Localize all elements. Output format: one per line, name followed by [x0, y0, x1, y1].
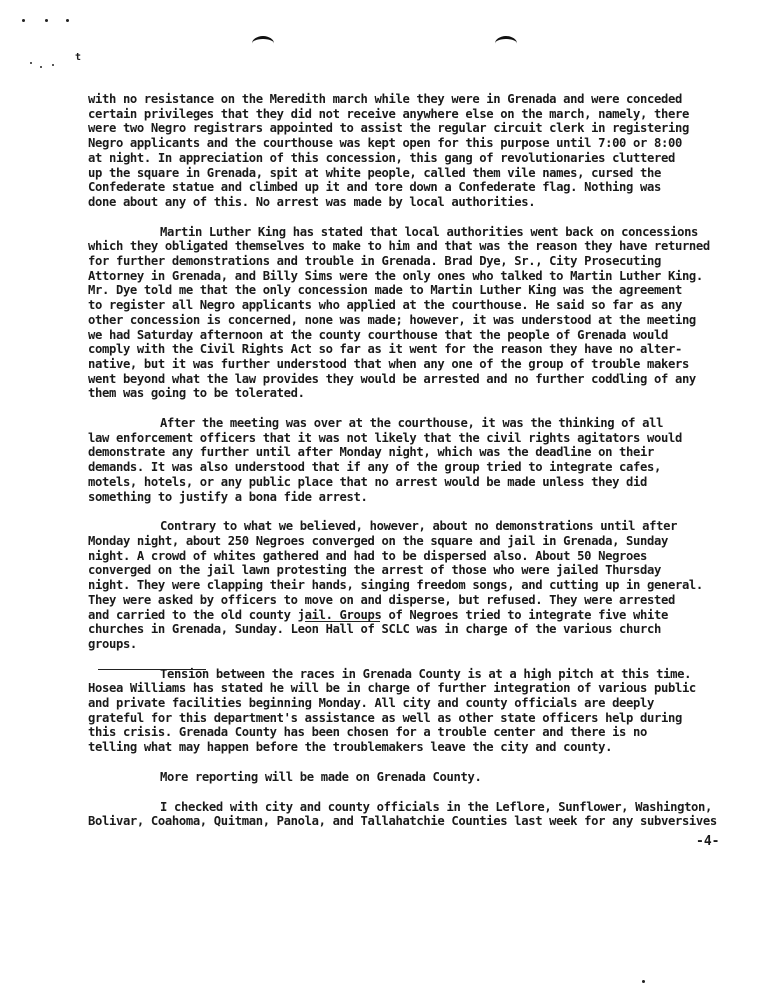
paragraph: [88, 800, 728, 829]
text-line: They were asked by officers to move on and disperse, but refused. They were arrested: [88, 592, 675, 607]
text-line: Confederate statue and climbed up it and tore down a Confederate flag. Nothing was: [88, 180, 661, 195]
paragraph: [88, 770, 728, 785]
text-line: other concession is concerned, none was made; however, it was understood at the meeting: [88, 312, 696, 327]
text-line: this crisis. Grenada County has been chosen for a trouble center and there is no: [88, 725, 648, 740]
text-line: night. A crowd of whites gathered and had to be dispersed also. About 50 Negroes: [88, 548, 648, 563]
text-line: demands. It was also understood that if any of the group tried to integrate cafes,: [88, 460, 661, 475]
scan-speck: [30, 62, 32, 64]
paragraph: [88, 92, 728, 210]
text-line: to register all Negro applicants who applied at the courthouse. He said so far as any: [88, 298, 682, 313]
text-line: which they obligated themselves to make to him and that was the reason they have returned: [88, 239, 710, 254]
paragraph: [88, 667, 728, 755]
text-line: and private facilities beginning Monday. All city and county officials are deeply: [88, 696, 654, 711]
text-line: demonstrate any further until after Monday night, which was the deadline on their: [88, 445, 654, 460]
text-line: were two Negro registrars appointed to assist the regular circuit clerk in registering: [88, 121, 689, 136]
scan-speck: [45, 19, 48, 22]
text-line: Monday night, about 250 Negroes converged on the square and jail in Grenada, Sunday: [88, 533, 668, 548]
scan-speck: [66, 19, 69, 22]
text-line: with no resistance on the Meredith march while they were in Grenada and were conceded: [88, 92, 682, 106]
text-line: telling what may happen before the troublemakers leave the city and county.: [88, 740, 613, 755]
text-line: went beyond what the law provides they would be arrested and no further coddling of any: [88, 371, 696, 386]
scan-speck: [642, 980, 645, 983]
text-line: Negro applicants and the courthouse was kept open for this purpose until 7:00 or 8:00: [88, 136, 682, 151]
punch-hole-mark: [252, 36, 274, 51]
text-line: motels, hotels, or any public place that no arrest would be made unless they did: [88, 474, 648, 489]
text-line: Mr. Dye told me that the only concession made to Martin Luther King was the agreement: [88, 283, 682, 298]
text-line: converged on the jail lawn protesting the arrest of those who were jailed Thursday: [88, 563, 661, 578]
text-line: for further demonstrations and trouble in Grenada. Brad Dye, Sr., City Prosecuting: [88, 254, 661, 269]
text-line: I checked with city and county officials in the Leflore, Sunflower, Washington,: [160, 799, 713, 814]
text-line: Martin Luther King has stated that local authorities went back on concessions: [160, 224, 699, 239]
paragraph: [88, 225, 728, 401]
page-number: -4-: [696, 834, 720, 849]
document-body: [88, 92, 728, 844]
margin-mark: t: [75, 52, 82, 63]
text-line: at night. In appreciation of this concession, this gang of revolutionaries cluttered: [88, 150, 675, 165]
text-line: we had Saturday afternoon at the county courthouse that the people of Grenada would: [88, 327, 668, 342]
text-line: law enforcement officers that it was not likely that the civil rights agitators would: [88, 430, 682, 445]
scan-speck: [40, 66, 42, 68]
text-line: Bolivar, Coahoma, Quitman, Panola, and Tallahatchie Counties last week for any subversives: [88, 814, 717, 829]
text-line: something to justify a bona fide arrest.: [88, 489, 368, 504]
handwritten-underline: [305, 621, 380, 622]
text-line: them was going to be tolerated.: [88, 386, 305, 401]
text-line: certain privileges that they did not receive anywhere else on the march, namely, there: [88, 106, 689, 121]
text-line: Hosea Williams has stated he will be in charge of further integration of various public: [88, 681, 696, 696]
text-line: After the meeting was over at the courthouse, it was the thinking of all: [160, 416, 664, 431]
paragraph: [88, 519, 728, 651]
text-line: grateful for this department's assistance as well as other state officers help during: [88, 710, 682, 725]
punch-hole-mark: [495, 36, 517, 51]
handwritten-underline: [98, 669, 206, 670]
text-line: More reporting will be made on Grenada County.: [160, 769, 482, 784]
text-line: night. They were clapping their hands, singing freedom songs, and cutting up in general.: [88, 578, 703, 593]
text-line: and carried to the old county jail. Groups of Negroes tried to integrate five white: [88, 607, 668, 622]
text-line: comply with the Civil Rights Act so far as it went for the reason they have no alter-: [88, 342, 682, 357]
scan-speck: [52, 64, 54, 66]
text-line: done about any of this. No arrest was made by local authorities.: [88, 194, 536, 209]
text-line: Contrary to what we believed, however, about no demonstrations until after: [160, 519, 678, 534]
text-line: groups.: [88, 636, 137, 651]
text-line: churches in Grenada, Sunday. Leon Hall of SCLC was in charge of the various church: [88, 622, 661, 637]
text-line: native, but it was further understood that when any one of the group of trouble makers: [88, 356, 689, 371]
text-line: Attorney in Grenada, and Billy Sims were the only ones who talked to Martin Luther King.: [88, 268, 703, 283]
text-line: Tension between the races in Grenada County is at a high pitch at this time.: [160, 666, 692, 681]
scan-speck: [22, 19, 25, 22]
paragraph: [88, 416, 728, 504]
text-line: up the square in Grenada, spit at white people, called them vile names, cursed the: [88, 165, 661, 180]
